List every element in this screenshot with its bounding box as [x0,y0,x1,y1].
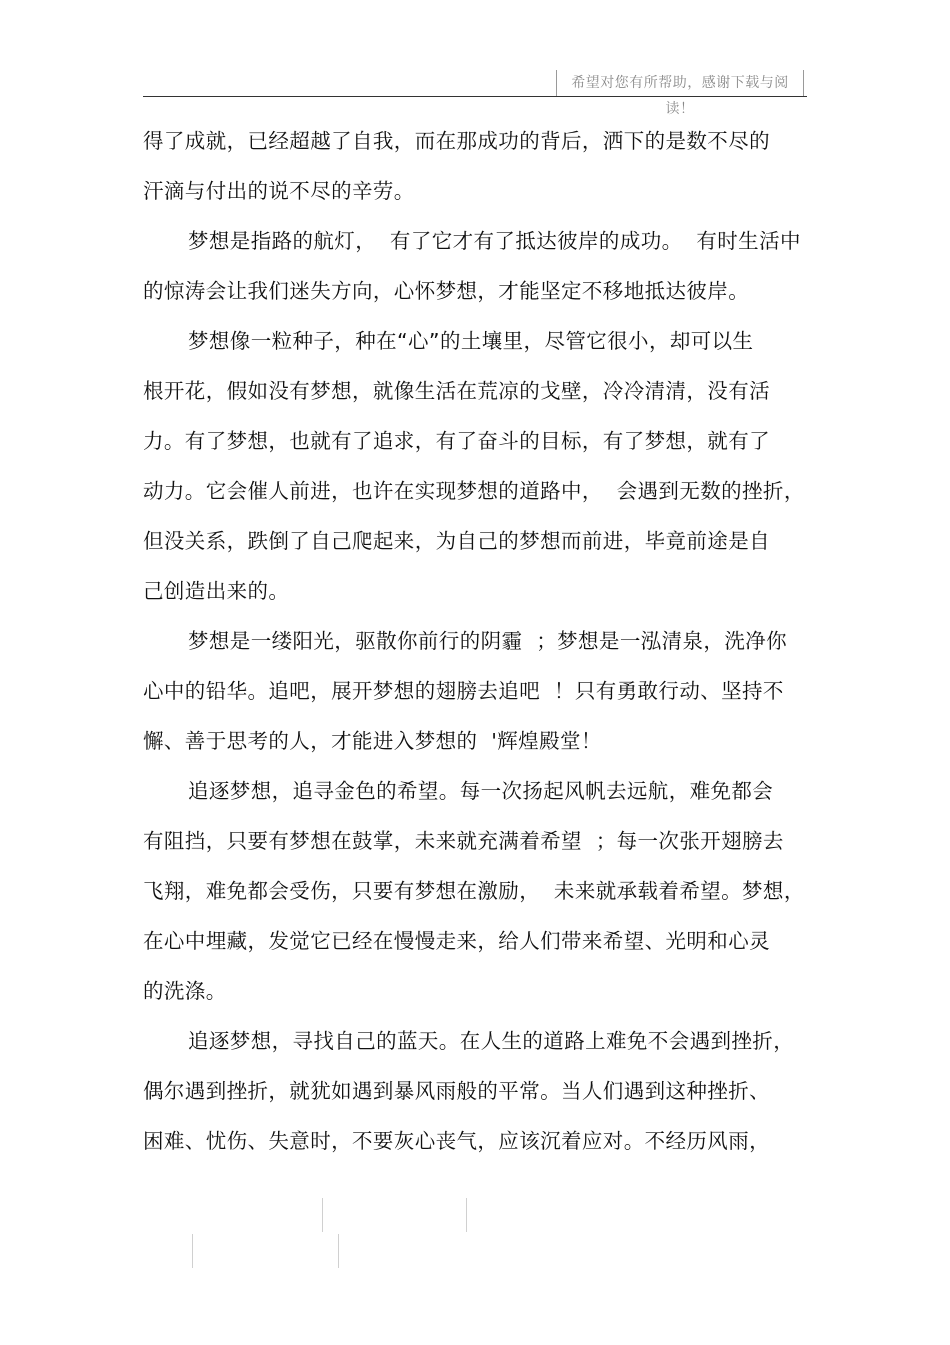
text-line: 飞翔，难免都会受伤，只要有梦想在激励， 未来就承载着希望。梦想， [143,879,805,903]
scan-mark-1 [322,1198,323,1232]
page-header-banner: 希望对您有所帮助，感谢下载与阅读！ [556,70,804,96]
text-line: 有阻挡，只要有梦想在鼓掌，未来就充满着希望 ；每一次张开翅膀去 [143,829,784,853]
text-line: 动力。它会催人前进，也许在实现梦想的道路中， 会遇到无数的挫折， [143,479,805,503]
text-line: 在心中埋藏，发觉它已经在慢慢走来，给人们带来希望、光明和心灵 [143,929,770,953]
text-line: 困难、忧伤、失意时，不要灰心丧气，应该沉着应对。不经历风雨， [143,1129,770,1153]
text-line: 追逐梦想，追寻金色的希望。每一次扬起风帆去远航，难免都会 [188,779,774,803]
text-line: 汗滴与付出的说不尽的辛劳。 [143,179,415,203]
text-line: 心中的铅华。追吧，展开梦想的翅膀去追吧 ！只有勇敢行动、坚持不 [143,679,784,703]
scan-mark-2 [466,1198,467,1232]
text-line: 懈、善于思考的人，才能进入梦想的 '辉煌殿堂！ [143,729,602,753]
text-line: 的惊涛会让我们迷失方向，心怀梦想，才能坚定不移地抵达彼岸。 [143,279,750,303]
text-line: 偶尔遇到挫折，就犹如遇到暴风雨般的平常。当人们遇到这种挫折、 [143,1079,770,1103]
text-line: 梦想是一缕阳光，驱散你前行的阴霾 ；梦想是一泓清泉，洗净你 [188,629,788,653]
scan-mark-4 [338,1234,339,1268]
text-line: 的洗涤。 [143,979,227,1003]
text-line: 追逐梦想，寻找自己的蓝天。在人生的道路上难免不会遇到挫折， [188,1029,795,1053]
text-line: 力。有了梦想，也就有了追求，有了奋斗的目标，有了梦想，就有了 [143,429,770,453]
text-line: 但没关系，跌倒了自己爬起来，为自己的梦想而前进，毕竟前途是自 [143,529,770,553]
text-line: 梦想是指路的航灯， 有了它才有了抵达彼岸的成功。 有时生活中 [188,229,801,253]
text-line: 根开花，假如没有梦想，就像生活在荒凉的戈壁，冷冷清清，没有活 [143,379,770,403]
document-body [143,116,823,1166]
text-line: 梦想像一粒种子，种在“心”的土壤里，尽管它很小，却可以生 [188,329,754,353]
scan-mark-3 [192,1234,193,1268]
header-divider [143,96,807,97]
text-line: 己创造出来的。 [143,579,290,603]
text-line: 得了成就，已经超越了自我，而在那成功的背后，洒下的是数不尽的 [143,129,770,153]
